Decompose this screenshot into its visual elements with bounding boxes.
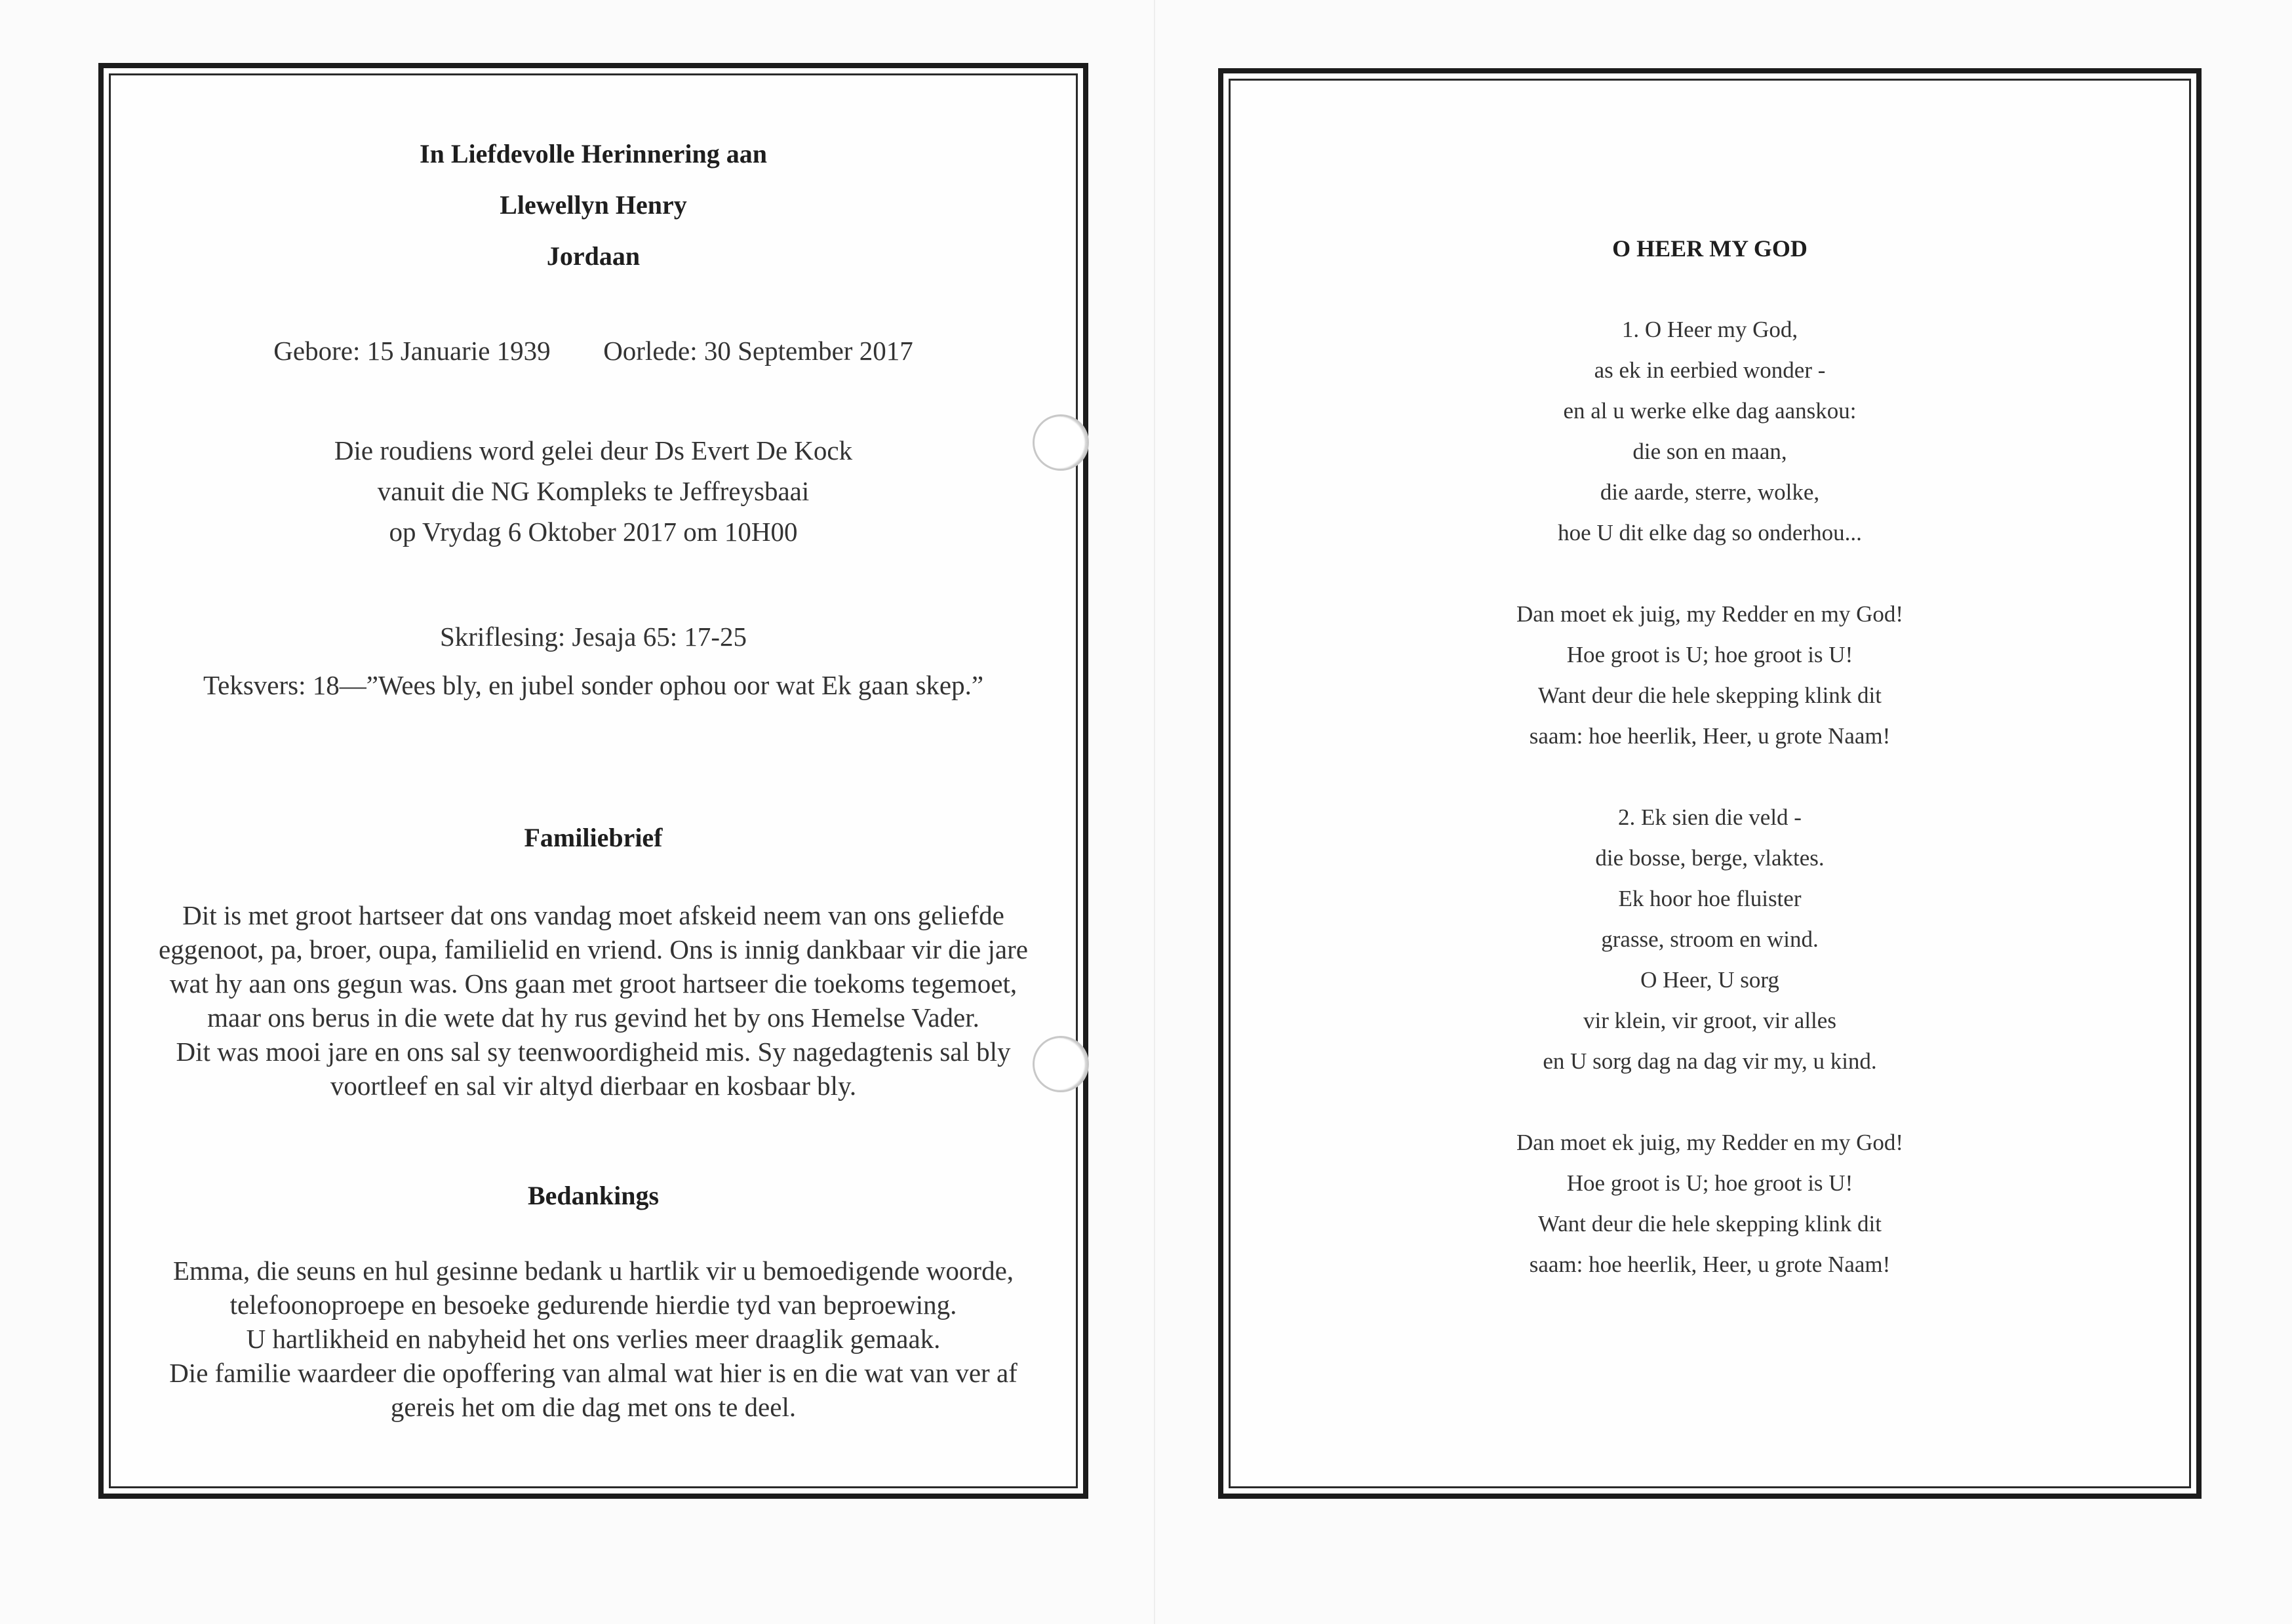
- death-date: Oorlede: 30 September 2017: [603, 336, 913, 366]
- hymn-line: Dan moet ek juig, my Redder en my God!: [1516, 1130, 1903, 1155]
- hymn-verse-1: [1223, 309, 2196, 553]
- family-letter-line: voortleef en sal vir altyd dierbaar en kosbaar bly.: [330, 1071, 857, 1101]
- text-verse-line: Teksvers: 18—”Wees bly, en jubel sonder ophou oor wat Ek gaan skep.”: [203, 670, 984, 700]
- left-page: [98, 63, 1088, 1499]
- thanks-line: telefoonoproepe en besoeke gedurende hierdie tyd van beproewing.: [229, 1290, 957, 1320]
- punch-hole-left-bottom: [1033, 1036, 1089, 1092]
- hymn-line: Dan moet ek juig, my Redder en my God!: [1516, 601, 1903, 627]
- born-date: Gebore: 15 Januarie 1939: [273, 336, 551, 366]
- thanks-line: Emma, die seuns en hul gesinne bedank u hartlik vir u bemoedigende woorde,: [172, 1256, 1014, 1286]
- hymn-chorus-1: [1223, 594, 2196, 757]
- punch-hole-left-top: [1033, 414, 1089, 471]
- text-verse: [104, 665, 1083, 705]
- title-line-3: Jordaan: [546, 241, 641, 271]
- thanks-line: U hartlikheid en nabyheid het ons verlies meer draaglik gemaak.: [246, 1324, 941, 1354]
- memorial-title: [104, 129, 1083, 282]
- family-letter-heading: Familiebrief: [524, 823, 663, 852]
- hymn-line: die aarde, sterre, wolke,: [1600, 479, 1820, 505]
- family-letter-line: Dit is met groot hartseer dat ons vandag moet afskeid neem van ons geliefde: [182, 900, 1004, 930]
- hymn-line: die bosse, berge, vlaktes.: [1595, 845, 1825, 871]
- hymn-verse-2: [1223, 797, 2196, 1082]
- thanks-heading: Bedankings: [527, 1181, 660, 1210]
- hymn-line: 2. Ek sien die veld -: [1618, 804, 1802, 830]
- hymn-title: O HEER MY GOD: [1612, 235, 1808, 262]
- dates-row: [104, 330, 1083, 371]
- service-details: [104, 430, 1083, 552]
- hymn-line: 1. O Heer my God,: [1621, 317, 1798, 342]
- hymn-line: Ek hoor hoe fluister: [1618, 886, 1802, 911]
- family-letter-line: wat hy aan ons gegun was. Ons gaan met groot hartseer die toekoms tegemoet,: [169, 968, 1018, 999]
- hymn-line: Hoe groot is U; hoe groot is U!: [1566, 642, 1853, 667]
- hymn-line: O Heer, U sorg: [1640, 967, 1779, 993]
- right-page: [1218, 68, 2202, 1499]
- hymn-line: saam: hoe heerlik, Heer, u grote Naam!: [1529, 1252, 1891, 1277]
- thanks-line: Die familie waardeer die opoffering van almal wat hier is en die wat van ver af: [169, 1358, 1018, 1388]
- thanks-line: gereis het om die dag met ons te deel.: [390, 1392, 797, 1422]
- scripture-line: Skriflesing: Jesaja 65: 17-25: [439, 622, 747, 652]
- hymn-line: hoe U dit elke dag so onderhou...: [1558, 520, 1862, 545]
- family-letter-line: Dit was mooi jare en ons sal sy teenwoordigheid mis. Sy nagedagtenis sal bly: [176, 1037, 1011, 1067]
- hymn-line: Hoe groot is U; hoe groot is U!: [1566, 1170, 1853, 1196]
- hymn-line: en al u werke elke dag aanskou:: [1563, 398, 1857, 424]
- hymn-line: vir klein, vir groot, vir alles: [1583, 1008, 1836, 1033]
- title-line-2: Llewellyn Henry: [500, 190, 687, 220]
- hymn-chorus-2: [1223, 1122, 2196, 1285]
- service-line: Die roudiens word gelei deur Ds Evert De Kock: [334, 435, 853, 465]
- hymn-line: grasse, stroom en wind.: [1601, 926, 1819, 952]
- scripture-reading: [104, 616, 1083, 657]
- title-line-1: In Liefdevolle Herinnering aan: [420, 139, 767, 168]
- hymn-line: en U sorg dag na dag vir my, u kind.: [1543, 1048, 1877, 1074]
- family-letter-body: [104, 898, 1083, 1103]
- hymn-line: die son en maan,: [1632, 439, 1787, 464]
- service-line: op Vrydag 6 Oktober 2017 om 10H00: [389, 517, 798, 547]
- hymn-line: Want deur die hele skepping klink dit: [1537, 1211, 1882, 1237]
- family-letter-line: maar ons berus in die wete dat hy rus gevind het by ons Hemelse Vader.: [207, 1002, 979, 1033]
- hymn-line: as ek in eerbied wonder -: [1594, 357, 1826, 383]
- hymn-line: saam: hoe heerlik, Heer, u grote Naam!: [1529, 723, 1891, 749]
- thanks-body: [104, 1254, 1083, 1424]
- family-letter-line: eggenoot, pa, broer, oupa, familielid en vriend. Ons is innig dankbaar vir die jare: [159, 934, 1028, 964]
- center-fold: [1154, 0, 1155, 1624]
- hymn-line: Want deur die hele skepping klink dit: [1537, 683, 1882, 708]
- service-line: vanuit die NG Kompleks te Jeffreysbaai: [377, 476, 810, 506]
